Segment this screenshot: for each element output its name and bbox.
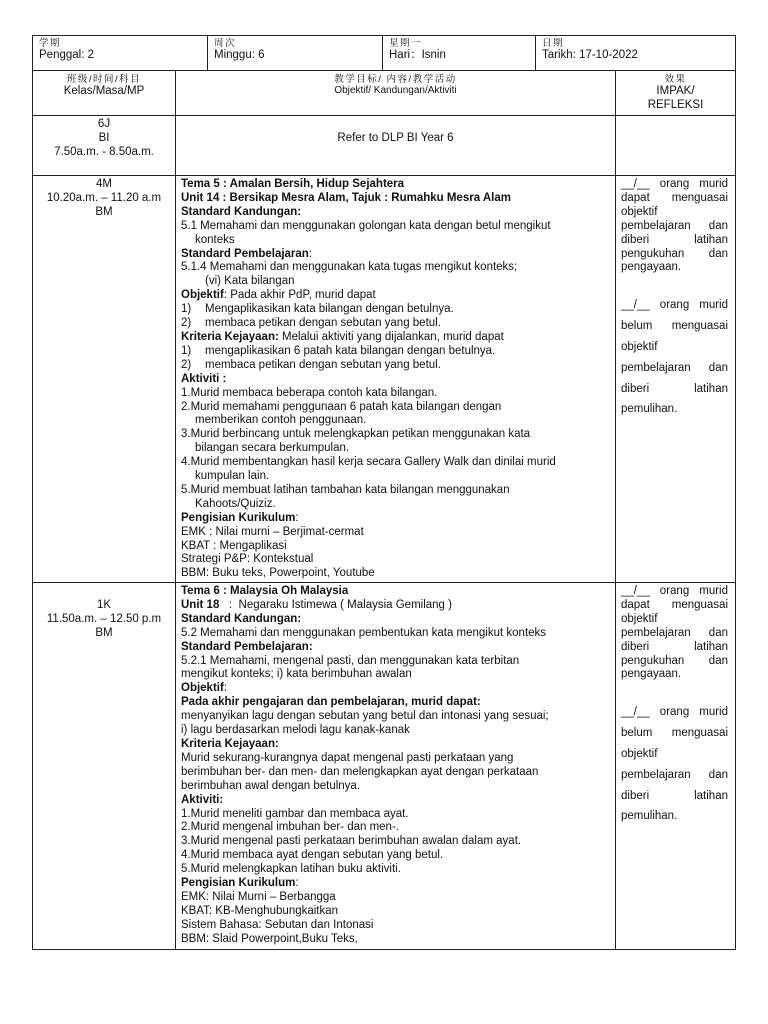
learning-standard-heading: Standard Pembelajaran: (181, 640, 313, 653)
objective-line (181, 289, 611, 303)
unit-title: : Negaraku Istimewa ( Malaysia Gemilang ) (219, 598, 452, 611)
header-table (32, 35, 736, 71)
curriculum-colon: : (295, 511, 299, 524)
activity-line: 5.Murid melengkapkan latihan buku aktiviti. (181, 863, 401, 876)
activity-line: kumpulan lain. (195, 470, 270, 483)
criteria-number: 1) (181, 344, 192, 357)
criteria-line: Murid sekurang-kurangnya dapat mengenal pasti perkataan yang (181, 751, 514, 764)
curriculum-line: Sistem Bahasa: Sebutan dan Intonasi (181, 918, 374, 931)
activities-heading: Aktiviti : (181, 372, 227, 385)
reflection-cell-4m (616, 176, 736, 583)
activity-line: 4.Murid membentangkan hasil kerja secara Gallery Walk dan dinilai murid (181, 456, 556, 469)
date-cjk: 日期 (542, 38, 565, 49)
week-cjk: 周次 (214, 38, 237, 49)
criteria-item (181, 345, 611, 359)
objective-line: i) lagu berdasarkan melodi lagu kanak-kanak (181, 724, 410, 737)
standard-content-heading: Standard Kandungan: (181, 612, 302, 625)
class-header-label: Kelas/Masa/MP (63, 85, 145, 97)
learning-standard-heading (181, 248, 611, 262)
learning-standard-colon: : (308, 247, 313, 260)
content-header (176, 71, 616, 116)
content-header-cjk: 教学目标/ 内容/教学活动 (334, 74, 457, 85)
criteria-line: berimbuhan awal dengan betulnya. (181, 779, 361, 792)
objective-item (181, 303, 611, 317)
date-cell (536, 36, 736, 71)
activity-line: 1.Murid meneliti gambar dan membaca ayat. (181, 807, 409, 820)
week-value: Minggu: 6 (214, 49, 265, 61)
curriculum-label: Pengisian Kurikulum (181, 877, 296, 890)
subject-name: BM (95, 205, 113, 218)
term-value: Penggal: 2 (39, 49, 94, 61)
impact-header-cjk: 效果 (664, 74, 687, 85)
lesson-row-4m (33, 176, 736, 583)
activity-line: 3.Murid berbincang untuk melengkapkan petikan menggunakan kata (181, 428, 531, 441)
reflection-not-mastered: __/__ orang murid belum menguasai objektif pembelajaran dan diberi latihan pemulihan. (621, 706, 728, 823)
day-cjk: 星期一 (389, 38, 423, 49)
content-cell-6j (176, 116, 616, 176)
unit-label: Unit 18 (181, 598, 220, 611)
objective-item-text: membaca petikan dengan sebutan yang betul. (205, 317, 441, 330)
activity-line: 4.Murid membaca ayat dengan sebutan yang betul. (181, 849, 444, 862)
curriculum-line: KBAT : Mengaplikasi (181, 539, 287, 552)
activity-line: 1.Murid membaca beberapa contoh kata bilangan. (181, 386, 438, 399)
objective-item-text: Mengaplikasikan kata bilangan dengan betulnya. (205, 303, 454, 316)
learning-standard-label: Standard Pembelajaran (181, 247, 309, 260)
content-cell-4m (176, 176, 616, 583)
objective-label: Objektif (181, 289, 224, 302)
lesson-time: 10.20a.m. – 11.20 a.m (46, 191, 162, 204)
objective-label: Objektif (181, 682, 224, 695)
subject-name: BM (95, 626, 113, 639)
criteria-line: berimbuhan ber- dan men- dan melengkapkan ayat dengan perkataan (181, 765, 539, 778)
activity-line: 2.Murid memahami penggunaan 6 patah kata bilangan dengan (181, 400, 502, 413)
content-cell-1k (176, 583, 616, 950)
theme-title: Tema 6 : Malaysia Oh Malaysia (181, 585, 349, 597)
day-value: Hari：Isnin (389, 49, 446, 61)
objective-item (181, 317, 611, 331)
objective-number: 2) (181, 317, 192, 330)
success-criteria-line (181, 331, 611, 345)
activity-line: 3.Murid mengenal pasti perkataan berimbuhan awalan dalam ayat. (181, 835, 522, 848)
activity-line: 5.Murid membuat latihan tambahan kata bilangan menggunakan (181, 483, 510, 496)
class-name: 6J (97, 118, 111, 130)
lesson-table (32, 70, 736, 950)
class-cell-1k (33, 583, 176, 950)
reflection-cell-1k (616, 583, 736, 950)
reflection-cell-6j (616, 116, 736, 176)
lesson-row-1k (33, 583, 736, 950)
success-criteria-text: Melalui aktiviti yang dijalankan, murid dapat (278, 330, 504, 343)
objective-colon: : (223, 682, 228, 695)
objective-text: : Pada akhir PdP, murid dapat (223, 289, 376, 302)
curriculum-line: KBAT: KB-Menghubungkaitkan (181, 904, 339, 917)
impact-header-label-2: REFLEKSI (647, 98, 704, 111)
class-cell-4m (33, 176, 176, 583)
curriculum-line: Strategi P&P: Kontekstual (181, 553, 314, 566)
curriculum-colon: : (295, 877, 299, 890)
class-header-cjk: 班级/时间/科目 (66, 74, 142, 85)
date-value: Tarikh: 17-10-2022 (542, 49, 638, 61)
activity-line: memberikan contoh penggunaan. (195, 414, 367, 427)
standard-content-heading: Standard Kandungan: (181, 205, 302, 218)
day-cell (383, 36, 536, 71)
success-criteria-heading: Kriteria Kejayaan: (181, 737, 279, 750)
success-criteria-label: Kriteria Kejayaan: (181, 330, 279, 343)
lesson-plan-page (32, 35, 735, 950)
class-name: 4M (96, 178, 112, 190)
unit-line (181, 599, 611, 613)
term-cjk: 学期 (39, 38, 62, 49)
objective-number: 1) (181, 303, 192, 316)
criteria-item-text: mengaplikasikan 6 patah kata bilangan dengan betulnya. (205, 344, 496, 357)
class-cell-6j (33, 116, 176, 176)
learning-standard-line: 5.2.1 Memahami, mengenal pasti, dan menggunakan kata terbitan (181, 654, 520, 667)
activity-line: Kahoots/Quiziz. (195, 497, 276, 510)
curriculum-line: EMK: Nilai Murni – Berbangga (181, 890, 336, 903)
standard-content-line: 5.2 Memahami dan menggunakan pembentukan kata mengikut konteks (181, 626, 547, 639)
reflection-not-mastered: __/__ orang murid belum menguasai objektif pembelajaran dan diberi latihan pemulihan. (621, 299, 728, 416)
term-cell (33, 36, 208, 71)
curriculum-heading (181, 877, 611, 891)
activities-heading: Aktiviti: (181, 793, 224, 806)
objective-heading (181, 682, 611, 696)
learning-standard-line: 5.1.4 Memahami dan menggunakan kata tugas mengikut konteks; (181, 261, 518, 274)
learning-standard-line: mengikut konteks; i) kata berimbuhan awalan (181, 668, 412, 681)
lesson-time: 11.50a.m. – 12.50 p.m (46, 612, 162, 625)
theme-title: Tema 5 : Amalan Bersih, Hidup Sejahtera (181, 178, 405, 190)
class-header (33, 71, 176, 116)
impact-header (616, 71, 736, 116)
lesson-time: 7.50a.m. - 8.50a.m. (54, 145, 154, 158)
objective-line: menyanyikan lagu dengan sebutan yang betul dan intonasi yang sesuai; (181, 710, 549, 723)
learning-standard-line: (vi) Kata bilangan (205, 275, 295, 288)
week-cell (208, 36, 383, 71)
reflection-mastered: __/__ orang murid dapat menguasai objektif pembelajaran dan diberi latihan pengukuhan dan pengayaan. (621, 585, 728, 681)
dlp-reference: Refer to DLP BI Year 6 (337, 132, 454, 144)
subject-name: BI (98, 131, 110, 144)
criteria-number: 2) (181, 358, 192, 371)
lesson-row-6j (33, 116, 736, 176)
unit-title: Unit 14 : Bersikap Mesra Alam, Tajuk : Rumahku Mesra Alam (181, 191, 511, 204)
curriculum-line: BBM: Buku teks, Powerpoint, Youtube (181, 567, 375, 580)
impact-header-label-1: IMPAK/ (656, 85, 695, 97)
standard-content-line: konteks (195, 233, 235, 246)
curriculum-line: BBM: Slaid Powerpoint,Buku Teks, (181, 932, 358, 945)
standard-content-line: 5.1 Memahami dan menggunakan golongan kata dengan betul mengikut (181, 219, 551, 232)
objective-intro: Pada akhir pengajaran dan pembelajaran, murid dapat: (181, 696, 481, 709)
curriculum-heading (181, 512, 611, 526)
column-header-row (33, 71, 736, 116)
activity-line: 2.Murid mengenal imbuhan ber- dan men-. (181, 821, 399, 834)
content-header-label: Objektif/ Kandungan/Aktiviti (334, 85, 457, 96)
curriculum-label: Pengisian Kurikulum (181, 511, 296, 524)
reflection-mastered: __/__ orang murid dapat menguasai objektif pembelajaran dan diberi latihan pengukuhan dan pengayaan. (621, 178, 728, 274)
activity-line: bilangan secara berkumpulan. (195, 442, 350, 455)
criteria-item (181, 359, 611, 373)
class-name: 1K (96, 599, 112, 611)
criteria-item-text: membaca petikan dengan sebutan yang betul. (205, 358, 441, 371)
curriculum-line: EMK : Nilai murni – Berjimat-cermat (181, 525, 364, 538)
